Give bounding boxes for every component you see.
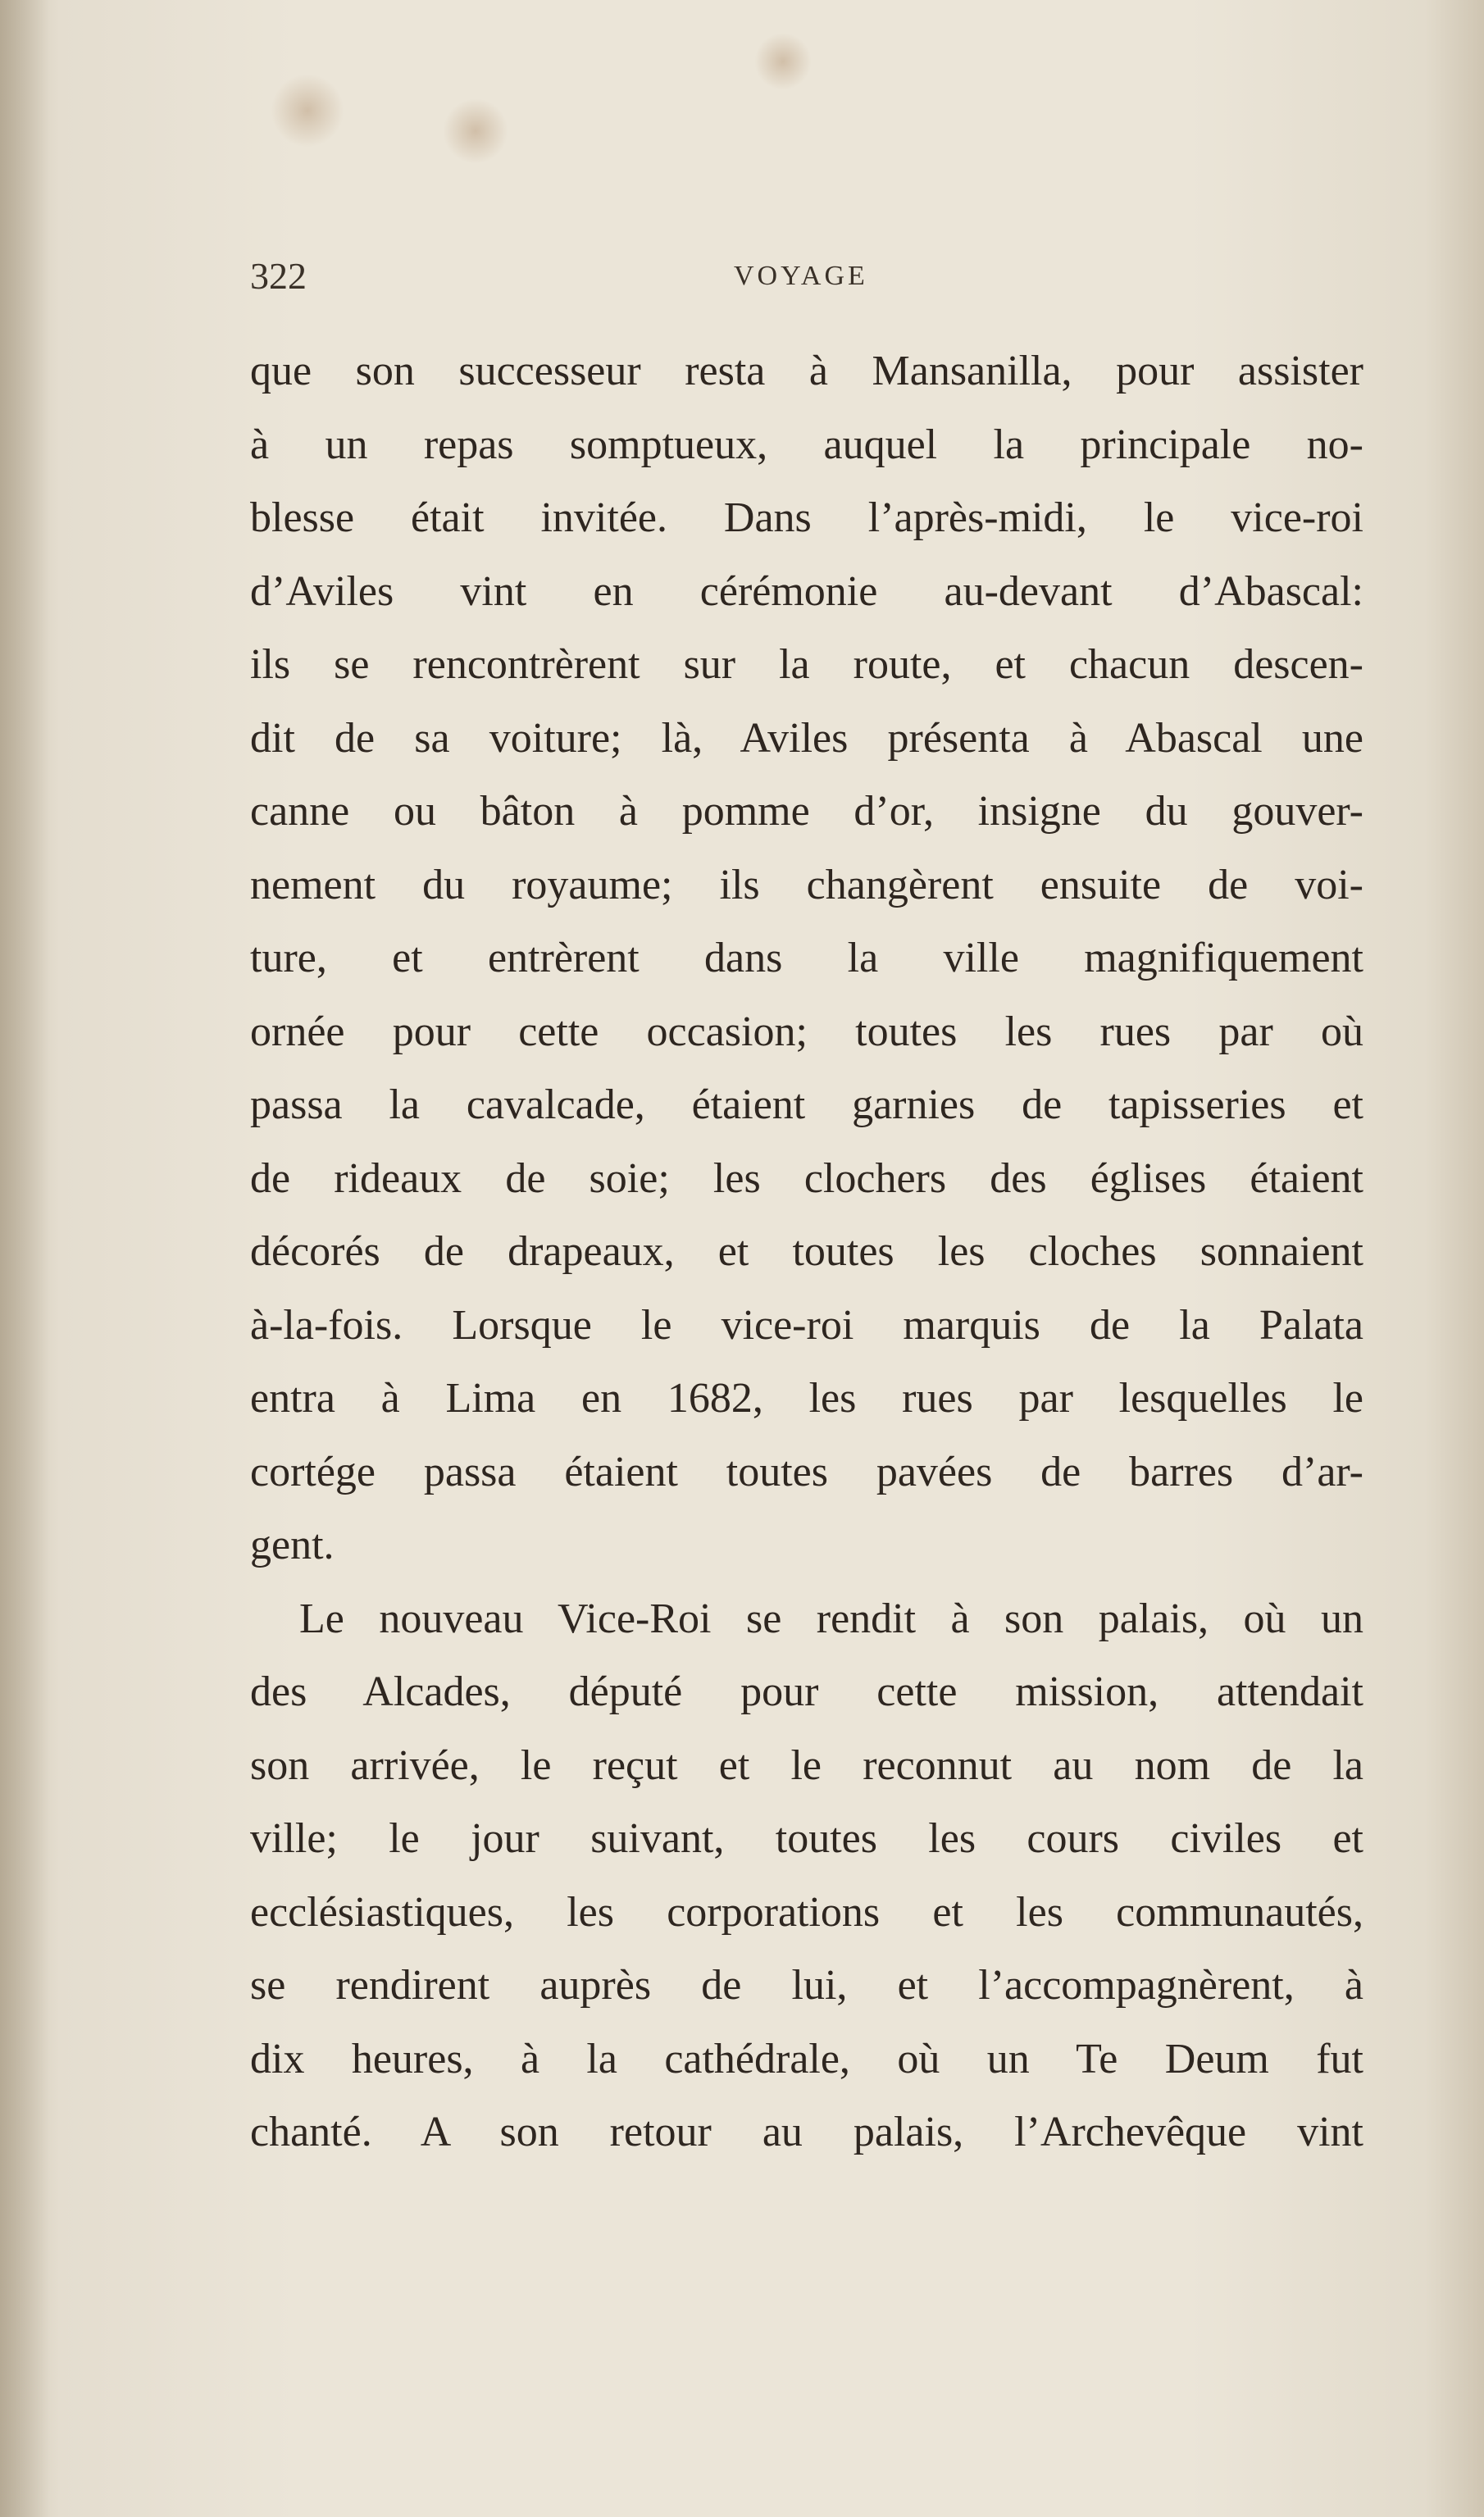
page-number: 322 bbox=[250, 255, 307, 297]
text-line: entra à Lima en 1682, les rues par lesquelles le bbox=[250, 1375, 1363, 1422]
text-line: à-la-fois. Lorsque le vice-roi marquis de la Palata bbox=[250, 1301, 1363, 1349]
text-line: chanté. A son retour au palais, l’Archevêque vint bbox=[250, 2109, 1363, 2155]
text-line: à un repas somptueux, auquel la principale no- bbox=[250, 421, 1363, 468]
text-line: canne ou bâton à pomme d’or, insigne du gouver- bbox=[250, 788, 1363, 835]
text-line: de rideaux de soie; les clochers des églises étaient bbox=[250, 1154, 1363, 1202]
spine-shadow bbox=[0, 0, 49, 2517]
text-line: des Alcades, député pour cette mission, attendait bbox=[250, 1668, 1363, 1715]
paragraph-end-line: gent. bbox=[250, 1522, 335, 1568]
text-line: dit de sa voiture; là, Aviles présenta à Abascal une bbox=[250, 714, 1363, 762]
text-line: se rendirent auprès de lui, et l’accompagnèrent, à bbox=[250, 1962, 1363, 2009]
text-line: passa la cavalcade, étaient garnies de tapisseries et bbox=[250, 1081, 1363, 1128]
text-line: ecclésiastiques, les corporations et les communautés, bbox=[250, 1888, 1363, 1936]
foxing-stain bbox=[271, 74, 344, 148]
text-line: blesse était invitée. Dans l’après-midi, le vice-roi bbox=[250, 494, 1363, 541]
text-line: ture, et entrèrent dans la ville magnifiquement bbox=[250, 935, 1363, 981]
text-line: ornée pour cette occasion; toutes les rues par où bbox=[250, 1008, 1363, 1055]
page-header bbox=[250, 254, 1365, 303]
text-line: ils se rencontrèrent sur la route, et chacun descen- bbox=[250, 641, 1363, 688]
text-line: nement du royaume; ils changèrent ensuite de voi- bbox=[250, 861, 1363, 908]
text-line: ville; le jour suivant, toutes les cours civiles et bbox=[250, 1815, 1363, 1862]
text-line: décorés de drapeaux, et toutes les cloches sonnaient bbox=[250, 1228, 1363, 1275]
foxing-stain bbox=[443, 98, 508, 164]
text-line: d’Aviles vint en cérémonie au-devant d’Abascal: bbox=[250, 567, 1363, 615]
body-text bbox=[250, 335, 1363, 2169]
text-line: que son successeur resta à Mansanilla, pour assister bbox=[250, 348, 1363, 394]
running-head: VOYAGE bbox=[734, 261, 868, 291]
text-line: cortége passa étaient toutes pavées de barres d’ar- bbox=[250, 1448, 1363, 1495]
paragraph-start-line: Le nouveau Vice-Roi se rendit à son palais, où un bbox=[299, 1595, 1363, 1642]
text-line: son arrivée, le reçut et le reconnut au nom de la bbox=[250, 1741, 1363, 1789]
foxing-stain bbox=[754, 33, 812, 90]
text-line: dix heures, à la cathédrale, où un Te Deum fut bbox=[250, 2035, 1363, 2082]
